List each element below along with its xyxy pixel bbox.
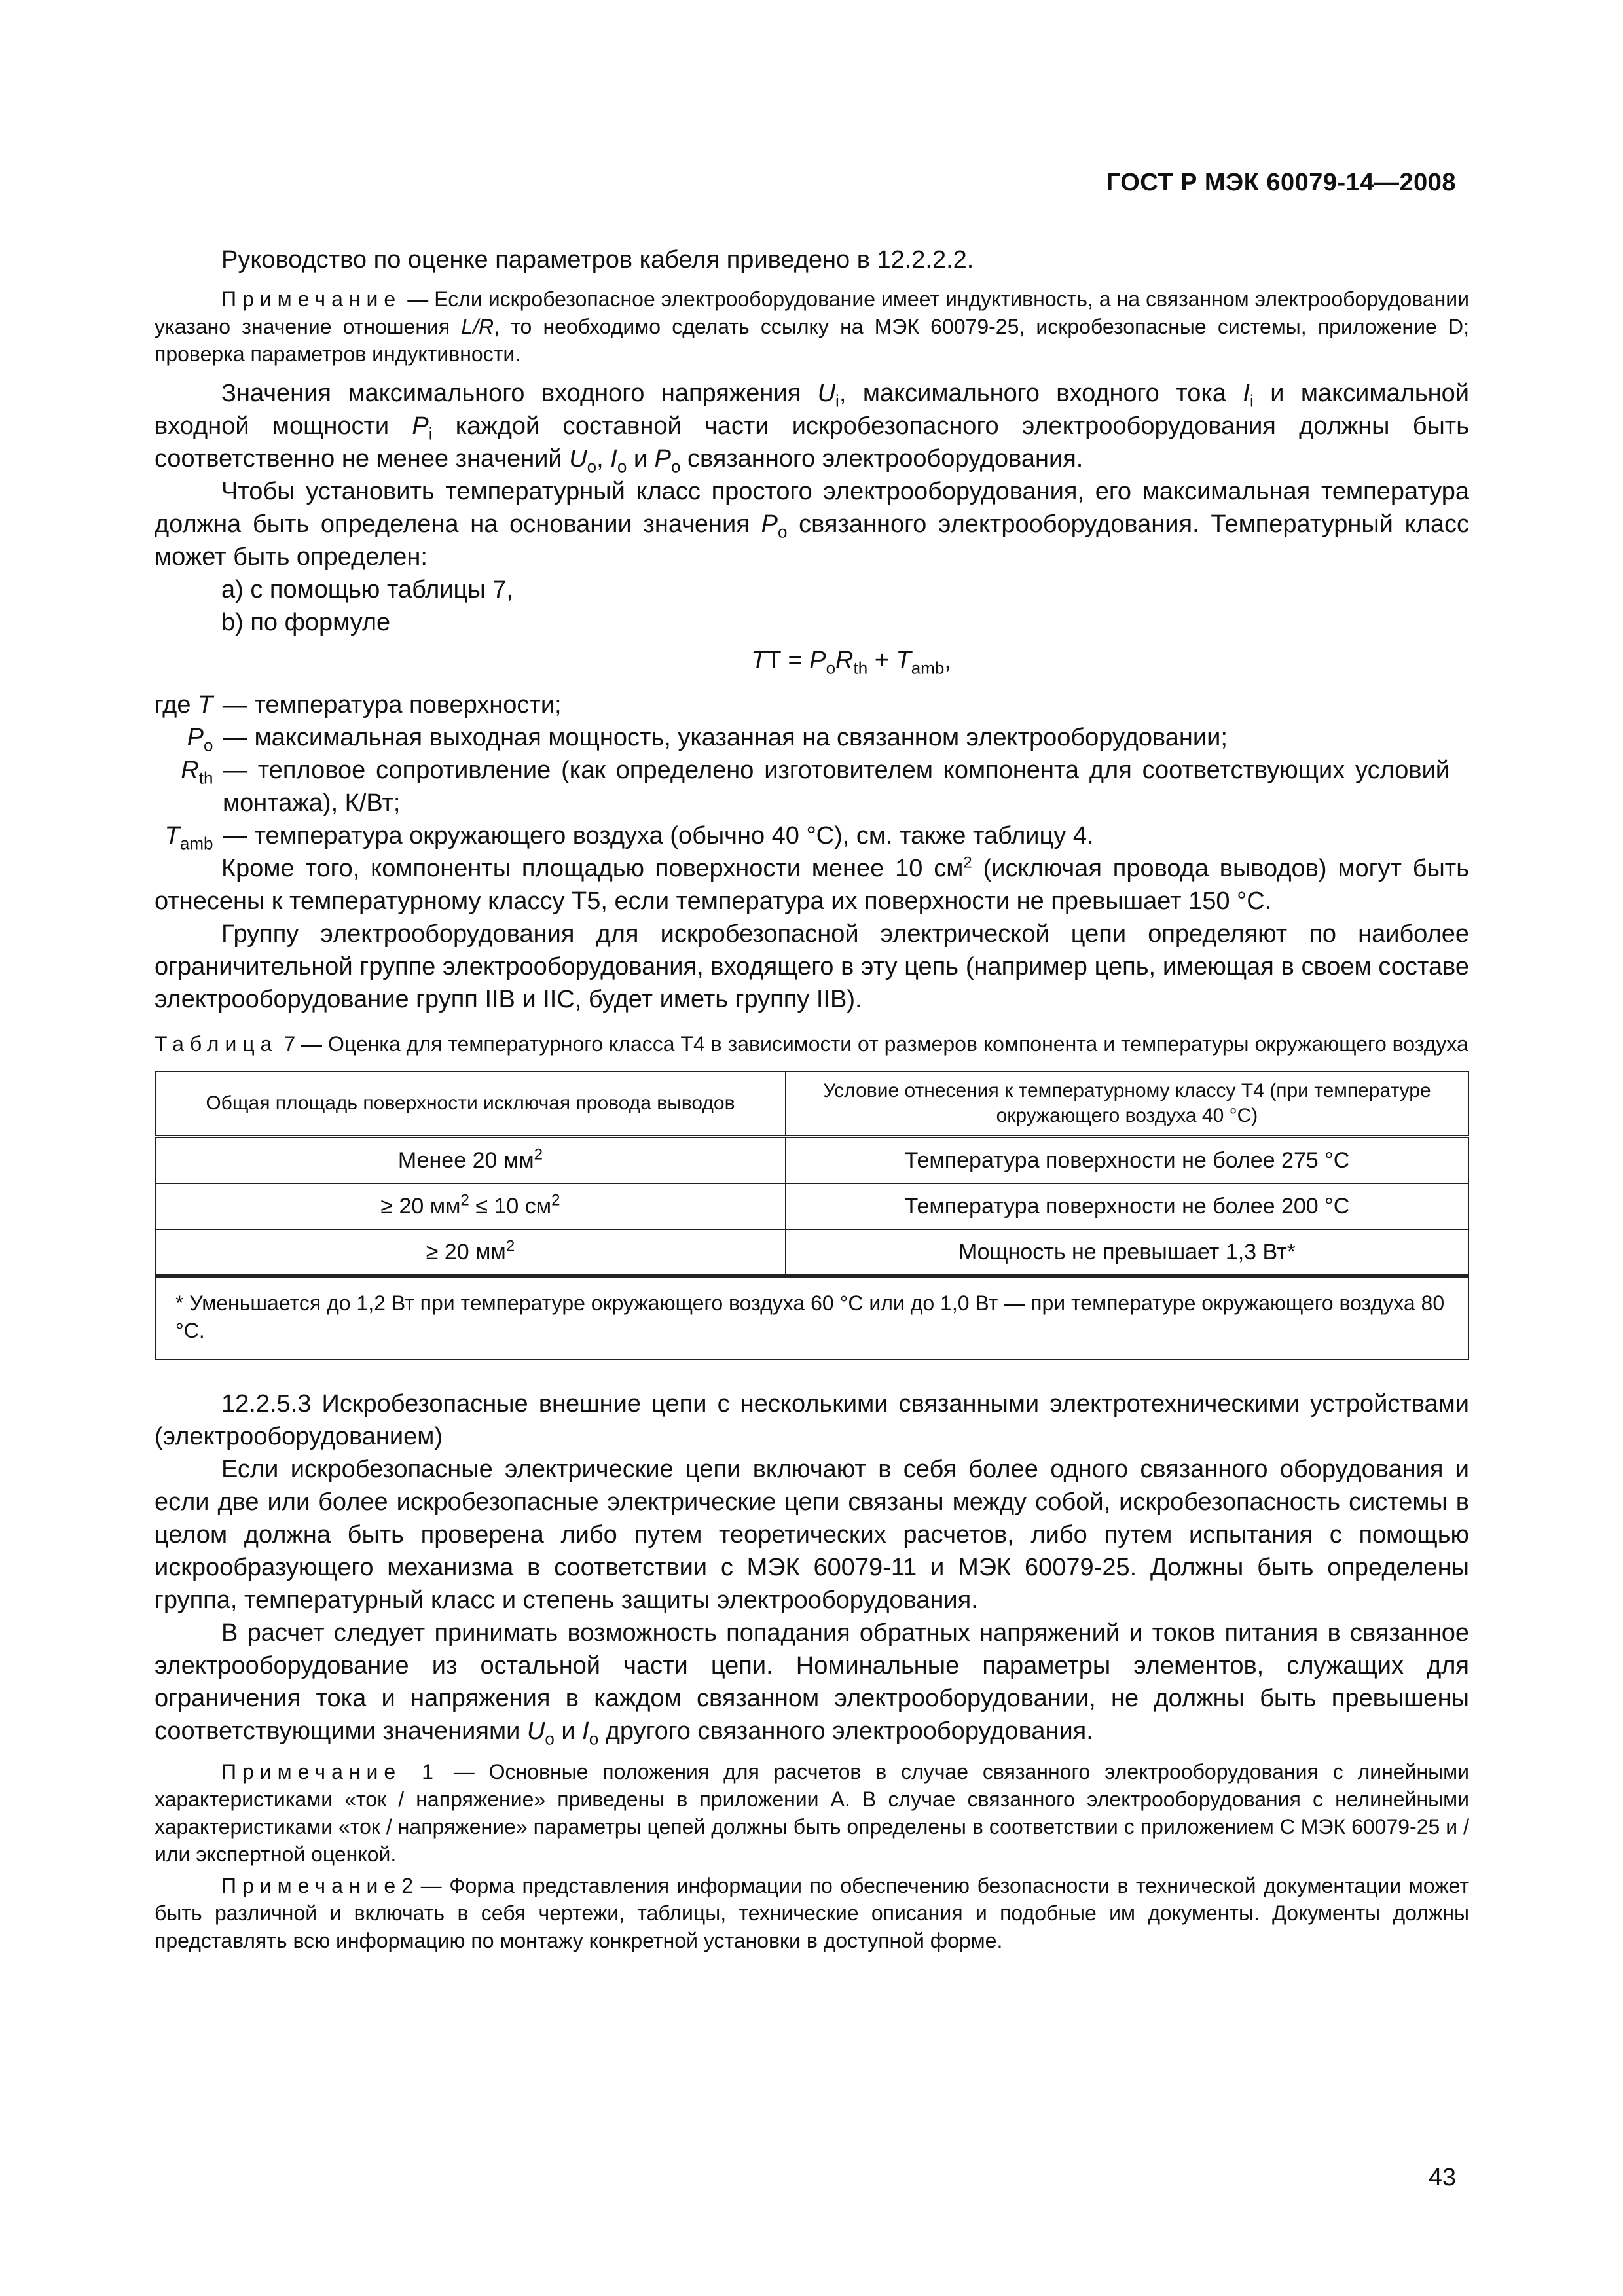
formula-end: , [944,647,951,674]
definition-symbol [155,754,220,819]
note-label: Примечание [221,1760,402,1784]
method-list [155,573,1469,639]
superscript: 2 [505,1237,515,1255]
subscript: o [589,1729,599,1749]
text-span: и максимальной входной мощности [155,380,1469,440]
temperature-class-table [155,1071,1469,1360]
note-number: 1 [401,1760,439,1784]
table-cell: Температура поверхности не более 200 °С [786,1183,1468,1229]
lr-ratio: L/R [461,315,494,338]
table-caption [155,1030,1469,1058]
note-label: Примечание [221,287,402,311]
cell-text: ≥ 20 мм [380,1193,461,1219]
definition-symbol [155,819,220,852]
definition-text: — тепловое сопротивление (как определено изготовителем компонента для соответствующих условий монтажа), К/Вт; [223,757,1450,817]
formula-plus: + [867,647,896,674]
subscript: amb [911,658,945,678]
subscript: th [853,658,868,678]
table-cell [155,1229,786,1276]
subscript: i [428,423,433,444]
table-cell [155,1183,786,1229]
table-row [155,1137,1468,1184]
table-caption-label: Таблица [155,1032,278,1056]
table-cell: Температура поверхности не более 275 °С [786,1137,1468,1184]
subscript: th [198,768,213,788]
note-label: Примечание [221,1874,402,1897]
symbol-r: R [835,647,854,674]
note-inductance [155,285,1469,368]
subscript: o [777,522,788,542]
text-span: (исключая провода выводов) могут быть отнесены к температурному классу Т5, если температура их поверхности не превышает 150 °С. [155,855,1469,915]
table-footnote-row [155,1276,1468,1360]
text-span: другого связанного электрооборудования. [598,1717,1093,1745]
cell-text: ≥ 20 мм [426,1239,506,1265]
note-text: 2 — Форма представления информации по обеспечению безопасности в технической документации может быть различной и включать в себя чертежи, таблицы, технические описания и подобные им документы. Документы должны представлять всю информацию по монтажу конкретной установки в доступной форме. [155,1874,1469,1952]
note-2 [155,1872,1469,1954]
paragraph-multiple-circuits: Если искробезопасные электрические цепи включают в себя более одного связанного оборудования и если две или более искробезопасные электрические цепи связаны между собой, искробезопасность системы в целом должна быть проверена либо путем теоретических расчетов, либо путем испытания с помощью искрообразующего механизма в соответствии с МЭК 60079-11 и МЭК 60079-25. Должны быть определены группа, температурный класс и степень защиты электрооборудования. [155,1456,1469,1614]
subscript: o [617,456,627,476]
symbol-i: I [610,445,617,473]
superscript: 2 [534,1145,543,1164]
superscript: 2 [963,853,972,872]
definition-tamb [155,819,1469,852]
text-span: связанного электрооборудования. [680,445,1084,473]
section-heading-12-2-5-3: 12.2.5.3 Искробезопасные внешние цепи с несколькими связанными электротехническими устройствами (электрооборудованием) [155,1390,1469,1450]
formula [155,644,1469,677]
note-text: — Основные положения для расчетов в случае связанного электрооборудования с линейными характеристиками «ток / напряжение» приведены в приложении А. В случае связанного электрооборудования с нелинейными характеристиками «ток / напряжение» параметры цепей должны быть определены в соответствии с приложением С МЭК 60079-25 и /или экспертной оценкой. [155,1760,1470,1866]
text-span: В расчет следует принимать возможность попадания обратных напряжений и токов питания в связанное электрооборудование из остальной части цепи. Номинальные параметры элементов, служащих для ограничения тока и напряжения в каждом связанном электрооборудовании, не должны быть превышены соответствующими значениями [155,1619,1469,1745]
definition-text: — максимальная выходная мощность, указанная на связанном электрооборудовании; [223,724,1228,751]
text-span: каждой составной части искробезопасного электрооборудования должны быть соответственно не менее значений [155,412,1469,473]
symbol-i: I [1243,380,1250,407]
definition-symbol [155,721,220,754]
note-text-cont: , то необходимо сделать ссылку на МЭК 60079-25, искробезопасные системы, приложение D; проверка параметров индуктивности. [155,315,1469,366]
text-span: , [596,445,611,473]
document-header: ГОСТ Р МЭК 60079-14—2008 [1106,169,1456,196]
note-text: — Если искробезопасное электрооборудование имеет индуктивность, а на связанном электрооборудовании указано значение отношения [155,287,1469,338]
note-1 [155,1758,1469,1868]
superscript: 2 [551,1191,560,1210]
cell-text: Менее 20 мм [397,1147,534,1173]
table-header-condition: Условие отнесения к температурному классу Т4 (при температуре окружающего воздуха 40 °С) [786,1071,1468,1137]
text-span: Кроме того, компоненты площадью поверхности менее 10 см [221,855,964,882]
paragraph-temperature-class [155,475,1469,573]
subscript: i [835,391,839,411]
definition-rth [155,754,1469,819]
symbol-t: T [164,822,180,850]
table-row [155,1229,1468,1276]
symbol-t: T [896,647,911,674]
table-caption-text: 7 — Оценка для температурного класса Т4 в зависимости от размеров компонента и температуры окружающего воздуха [278,1032,1468,1056]
formula-eq: T = [766,647,810,674]
symbol-p: P [761,511,778,538]
superscript: 2 [460,1191,469,1210]
symbol-u: U [817,380,836,407]
definitions [155,689,1469,852]
cell-text: ≤ 10 см [469,1193,552,1219]
symbol-p: P [187,724,204,751]
subscript: amb [179,833,213,853]
symbol-r: R [181,757,199,784]
subscript: o [826,658,836,678]
symbol-p: P [654,445,671,473]
paragraph-small-components [155,852,1469,918]
paragraph-input-values [155,377,1469,475]
paragraph-cable-guidance: Руководство по оценке параметров кабеля приведено в 12.2.2.2. [221,246,974,274]
definition-po [155,721,1469,754]
symbol-t: T [198,691,213,719]
page-content [155,243,1469,1954]
symbol-u: U [526,1717,545,1745]
symbol-t: T [751,647,767,674]
symbol-u: U [569,445,587,473]
page-number: 43 [1428,2164,1456,2191]
definition-symbol [155,689,220,721]
symbol-i: I [582,1717,589,1745]
list-item: b) по формуле [221,609,391,636]
symbol-p: P [809,647,826,674]
symbol-p: P [412,412,429,440]
subscript: o [203,735,213,755]
table-footnote: * Уменьшается до 1,2 Вт при температуре окружающего воздуха 60 °С или до 1,0 Вт — при температуре окружающего воздуха 80 °С. [155,1276,1468,1360]
subscript: o [587,456,597,476]
text-span: и [627,445,655,473]
table-row [155,1183,1468,1229]
table-cell: Мощность не превышает 1,3 Вт* [786,1229,1468,1276]
text-span: , максимального входного тока [839,380,1243,407]
where-label: где [155,691,198,719]
text-span: Значения максимального входного напряжения [221,380,818,407]
table-header-row [155,1071,1468,1137]
paragraph-equipment-group: Группу электрооборудования для искробезопасной электрической цепи определяют по наиболее ограничительной группе электрооборудования, входящего в эту цепь (например цепь, имеющая в своем составе электрооборудование групп IIB и IIC, будет иметь группу IIB). [155,920,1469,1013]
text-span: Чтобы установить температурный класс простого электрооборудования, его максимальная температура должна быть определена на основании значения [155,478,1469,538]
text-span: и [554,1717,583,1745]
table-cell [155,1137,786,1184]
definition-text: — температура поверхности; [222,691,562,719]
text-span: связанного электрооборудования. Температурный класс может быть определен: [155,511,1469,571]
subscript: o [545,1729,555,1749]
subscript: o [671,456,681,476]
definition-t [155,689,1469,721]
paragraph-reverse-voltages [155,1617,1469,1748]
table-header-area: Общая площадь поверхности исключая провода выводов [155,1071,786,1137]
definition-text: — температура окружающего воздуха (обычно 40 °С), см. также таблицу 4. [223,822,1094,850]
list-item: a) с помощью таблицы 7, [221,576,513,603]
subscript: i [1249,391,1254,411]
